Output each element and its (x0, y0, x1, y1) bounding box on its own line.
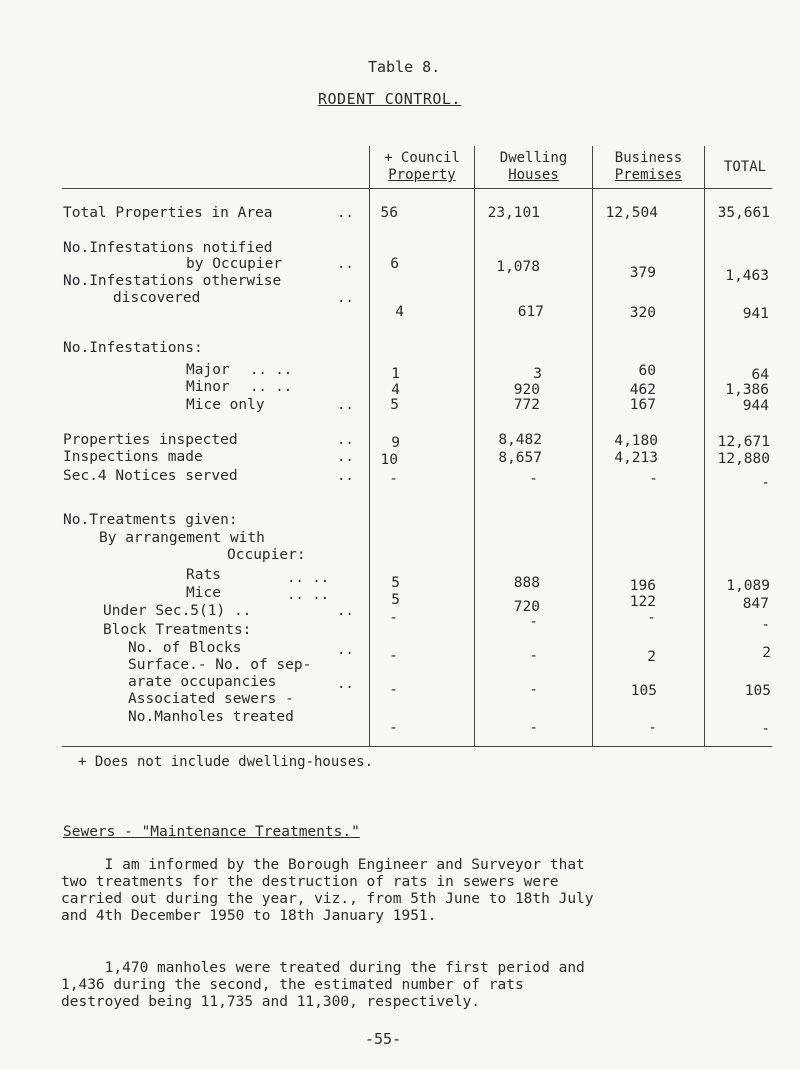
header-rule (62, 188, 772, 189)
table-heading: RODENT CONTROL. (318, 90, 461, 108)
footnote: + Does not include dwelling-houses. (78, 754, 374, 770)
col-divider-4 (704, 146, 705, 746)
col-divider-3 (592, 146, 593, 746)
sewers-heading: Sewers - "Maintenance Treatments." (63, 824, 360, 840)
table-bottom-rule (62, 746, 772, 747)
col-divider-1 (369, 146, 370, 746)
column-head-dwelling: Dwelling Houses (499, 150, 568, 183)
column-head-total: TOTAL (723, 159, 767, 175)
col-divider-2 (474, 146, 475, 746)
paragraph-sewer-treatments: I am informed by the Borough Engineer and Surveyor that two treatments for the destruction of rats in sewers were carried out during the year, viz., from 5th June to 18th July and 4th December 1950 to 18th January 1951. (61, 857, 594, 924)
column-head-council: + Council Property (384, 150, 460, 183)
page-number: -55- (365, 1030, 402, 1048)
column-head-business: Business Premises (614, 150, 683, 183)
paragraph-manholes: 1,470 manholes were treated during the first period and 1,436 during the second, the estimated number of rats destroyed being 11,735 and 11,300, respectively. (61, 960, 585, 1010)
page-title: Table 8. (368, 58, 441, 76)
